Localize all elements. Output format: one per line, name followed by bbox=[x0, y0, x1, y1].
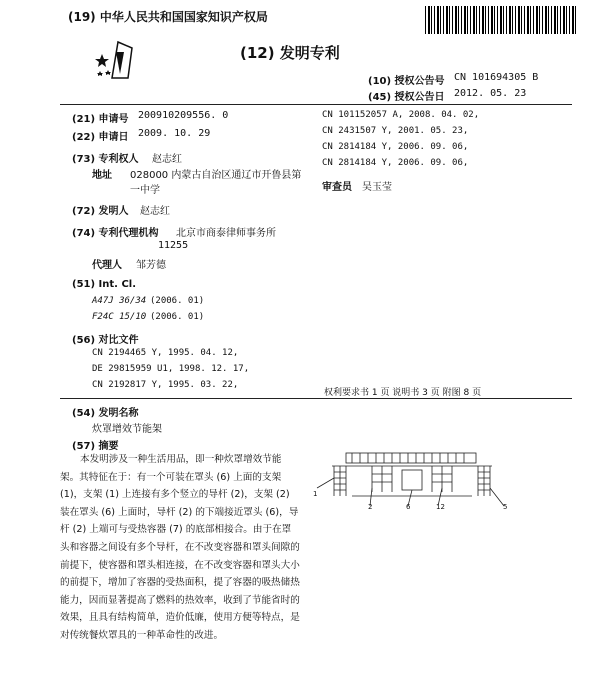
figure-label: 2 bbox=[368, 503, 373, 511]
agency: 北京市商泰律师事务所 bbox=[176, 228, 276, 239]
section-rule bbox=[60, 398, 572, 399]
grant-no-label: (10) 授权公告号 bbox=[368, 76, 445, 87]
app-date-label: (22) 申请日 bbox=[72, 132, 129, 143]
invention-title: 炊罩增效节能架 bbox=[92, 424, 162, 435]
figure-label: 1 bbox=[313, 490, 318, 498]
abstract-body: 本发明涉及一种生活用品，即一种炊罩增效节能架。其特征在于：有一个可装在罩头 (6) 上面的支架 (1)，支架 (1) 上连接有多个竖立的导杆 (2)，支架 (2) 装在罩头 (6) 上面时，导杆 (2) 的下端接近罩头 (6)，导杆 (2) 上端可与受热容器 (7) 的底部相接合。由于在罩头和容器之间设有多个导杆，在不改变容器和罩头间隙的前提下，使容器和罩头相连接，在不改变容器和罩头大小的前提下，增加了容器的受热面积，提了容器的吸热储热能力，因而显著提高了燃料的热效率，收到了节能省时的效果，且具有结构简单，造价低廉，使用方便等特点，是对传统餐炊罩具的一种革命性的改进。 bbox=[60, 454, 300, 641]
app-no-label: (21) 申请号 bbox=[72, 114, 129, 125]
refs-label: (56) 对比文件 bbox=[72, 335, 139, 346]
abstract-text bbox=[60, 451, 300, 645]
intcl-label: (51) Int. Cl. bbox=[72, 279, 137, 290]
patentee: 赵志红 bbox=[152, 154, 182, 165]
barcode bbox=[425, 6, 577, 34]
ref-item: CN 2431507 Y, 2001. 05. 23, bbox=[322, 126, 469, 136]
grant-date: 2012. 05. 23 bbox=[454, 88, 527, 99]
ref-item: DE 29815959 U1, 1998. 12. 17, bbox=[92, 364, 250, 374]
figure-label: 5 bbox=[503, 503, 508, 511]
inventor: 赵志红 bbox=[140, 206, 170, 217]
grant-date-label: (45) 授权公告日 bbox=[368, 92, 445, 103]
intcl-year: (2006. 01) bbox=[150, 312, 205, 322]
grant-no: CN 101694305 B bbox=[454, 72, 539, 83]
header-rule bbox=[60, 104, 572, 105]
agent: 邹芳德 bbox=[136, 260, 166, 271]
intcl-year: (2006. 01) bbox=[150, 296, 205, 306]
address-line1: 028000 内蒙古自治区通辽市开鲁县第 bbox=[130, 170, 302, 181]
address-label: 地址 bbox=[92, 170, 112, 181]
intcl-code: F24C 15/10 bbox=[92, 312, 147, 322]
ref-item: CN 2192817 Y, 1995. 03. 22, bbox=[92, 380, 239, 390]
office-name: (19) 中华人民共和国国家知识产权局 bbox=[68, 10, 268, 24]
figure-label: 12 bbox=[436, 503, 445, 511]
address-line2: 一中学 bbox=[130, 185, 160, 196]
title-label: (54) 发明名称 bbox=[72, 408, 139, 419]
office-emblem-icon bbox=[94, 38, 144, 82]
agency-code: 11255 bbox=[158, 240, 189, 251]
pages-line: 权利要求书 1 页 说明书 3 页 附图 8 页 bbox=[324, 388, 482, 398]
abstract-label: (57) 摘要 bbox=[72, 441, 119, 452]
patentee-label: (73) 专利权人 bbox=[72, 154, 139, 165]
agency-label: (74) 专利代理机构 bbox=[72, 228, 159, 239]
app-no: 200910209556. 0 bbox=[138, 110, 229, 121]
examiner-label: 审查员 bbox=[322, 182, 352, 193]
inventor-label: (72) 发明人 bbox=[72, 206, 129, 217]
examiner: 吴玉莹 bbox=[362, 182, 392, 193]
figure-label: 6 bbox=[406, 503, 411, 511]
ref-item: CN 2814184 Y, 2006. 09. 06, bbox=[322, 158, 469, 168]
app-date: 2009. 10. 29 bbox=[138, 128, 211, 139]
doc-type: (12) 发明专利 bbox=[240, 44, 340, 62]
ref-item: CN 2814184 Y, 2006. 09. 06, bbox=[322, 142, 469, 152]
intcl-code: A47J 36/34 bbox=[92, 296, 147, 306]
device-drawing bbox=[312, 448, 512, 518]
ref-item: CN 2194465 Y, 1995. 04. 12, bbox=[92, 348, 239, 358]
agent-label: 代理人 bbox=[92, 260, 122, 271]
ref-item: CN 101152057 A, 2008. 04. 02, bbox=[322, 110, 480, 120]
